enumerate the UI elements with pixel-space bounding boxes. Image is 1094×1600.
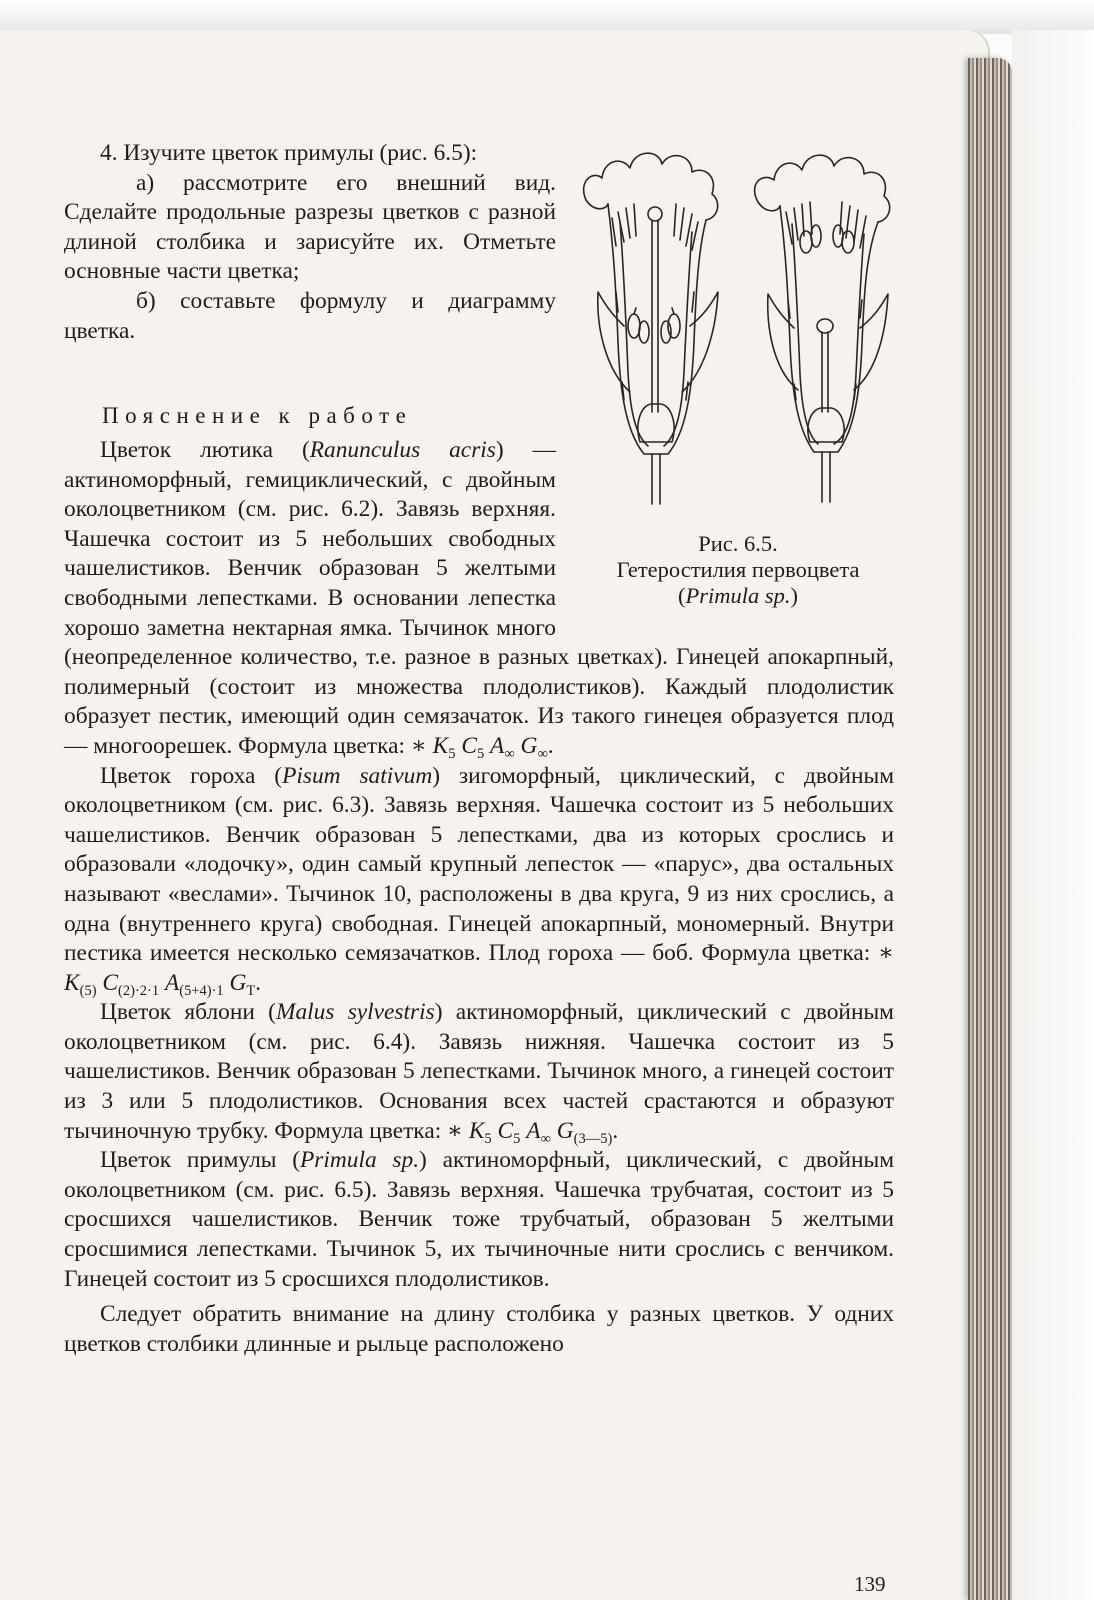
formula-a: A [526, 1117, 541, 1144]
formula-sub: ∞ [504, 746, 515, 762]
formula-sub: (3—5) [573, 1130, 613, 1147]
page-number: 139 [854, 1572, 886, 1596]
formula-k: K [432, 732, 449, 759]
formula-star: ∗ [878, 940, 894, 967]
paragraph-malus [64, 998, 894, 1146]
text-span: ) зигоморфный, циклический, с двойным околоцветником (см. рис. 6.3). Завязь верхняя. Чашечка состоит из 5 небольших чашелистиков. Венчик образован 5 лепестками, два из которых срослись и образовали «лодочку», один самый крупный лепесток — «парус», два остальных называют «веслами». Тычинок 10, расположены в два круга, 9 из них срослись, а одна (внутреннего круга) свободная. Гинецей апокарпный, мономерный. Внутри пестика имеется несколько семязачатков. Плод гороха — боб. Формула цветка: [64, 762, 894, 967]
figure-latin: (Primula sp.) [677, 583, 798, 608]
formula-sub: ∞ [537, 746, 548, 762]
text-span: ) актиноморфный, циклический, с двойным околоцветником (см. рис. 6.5). Завязь верхняя. Чашечка трубчатая, состоит из 5 сросшихся чашелистиков. Венчик тоже трубчатый, образован 5 желтыми сросшимися лепестками. Тычинок 5, их тычиночные нити срослись с венчиком. Гинецей состоит из 5 сросшихся плодолистиков. [64, 1147, 894, 1292]
figure-number: Рис. 6.5. [698, 531, 778, 556]
task-item-a: а) рассмотрите его внешний вид. Сделайте продольные разрезы цветков с разной длиной столбика и зарисуйте их. Отметьте основные части цветка; [64, 169, 556, 285]
formula-end: . [612, 1117, 619, 1144]
paragraph-ranunculus [64, 436, 894, 762]
formula-sub: Т [246, 982, 256, 999]
task-line: 4. Изучите цветок примулы (рис. 6.5): [100, 140, 478, 166]
latin-name: Pisum sativum [282, 762, 433, 789]
formula-end: . [547, 732, 554, 759]
text-span: ) — актиноморфный, гемициклический, с двойным околоцветником (см. рис. 6.2). Завязь верхняя. Чашечка состоит из 5 небольших свободных чашелистиков. Венчик образован 5 желтыми свободными лепестками. В основании лепестка хорошо заметна нектарная ямка. Тычинок много (неопределенное количество, т.е. разное в разных цветках). Гинецей апокарпный, полимерный (состоит из множества плодолистиков). Каждый плодолистик образует пестик, имеющий один семязачаток. Из такого гинецея образуется плод — многоорешек. Формула цветка: [64, 437, 894, 759]
formula-star: ∗ [447, 1117, 463, 1144]
task-block [64, 139, 556, 346]
main-text [64, 436, 894, 1359]
text-span: Цветок гороха ( [100, 762, 283, 789]
text-span: Цветок яблони ( [100, 999, 276, 1026]
flower-formula [410, 732, 554, 762]
flower-formula [447, 1117, 619, 1147]
formula-sub: 5 [448, 746, 456, 762]
formula-star: ∗ [410, 732, 427, 759]
paragraph-last: Следует обратить внимание на длину столбика у разных цветков. У одних цветков столбики длинные и рыльце расположено [64, 1301, 894, 1357]
figure-title: Гетеростилия первоцвета [616, 557, 860, 582]
formula-sub: (2)·2·1 [118, 982, 160, 999]
formula-k: K [64, 969, 80, 996]
latin-name: Ranunculus acris [309, 437, 496, 463]
figure-spacer [556, 436, 894, 614]
scan-top-margin [0, 0, 1094, 34]
text-span: ) актиноморфный, циклический с двойным околоцветником (см. рис. 6.4). Завязь нижняя. Чашечка состоит из 5 чашелистиков. Венчик образован 5 лепестками. Тычинок много, а гинецей состоит из 3 или 5 плодолистиков. Основания всех частей срастаются и образуют тычиночную трубку. Формула цветка: [64, 999, 894, 1144]
text-span: Цветок примулы ( [100, 1147, 300, 1174]
formula-a: A [490, 732, 505, 759]
task-item-b: б) составьте формулу и диаграмму цветка. [64, 287, 556, 344]
figure-latin-name: Primula sp. [685, 583, 791, 608]
text-span: Цветок лютика ( [100, 437, 310, 463]
formula-sub: (5+4)·1 [179, 982, 224, 999]
formula-c: C [497, 1117, 514, 1144]
formula-sub: 5 [484, 1130, 492, 1147]
formula-c: C [461, 732, 477, 759]
formula-sub: (5) [79, 982, 97, 999]
formula-g: G [520, 732, 538, 759]
paragraph-primula [64, 1146, 894, 1294]
formula-g: G [229, 969, 247, 996]
formula-end: . [255, 969, 262, 996]
formula-k: K [468, 1117, 485, 1144]
formula-a: A [164, 969, 180, 996]
formula-sub: ∞ [540, 1130, 551, 1147]
formula-sub: 5 [513, 1130, 521, 1147]
section-heading: Пояснение к работе [102, 403, 413, 428]
latin-name: Primula sp. [300, 1147, 420, 1174]
formula-sub: 5 [476, 746, 485, 762]
formula-g: G [556, 1117, 574, 1144]
latin-name: Malus sylvestris [275, 999, 435, 1026]
page-edges [968, 58, 1012, 1600]
scan-background [1012, 30, 1094, 1600]
paragraph-pisum [64, 762, 894, 999]
formula-c: C [102, 969, 118, 996]
